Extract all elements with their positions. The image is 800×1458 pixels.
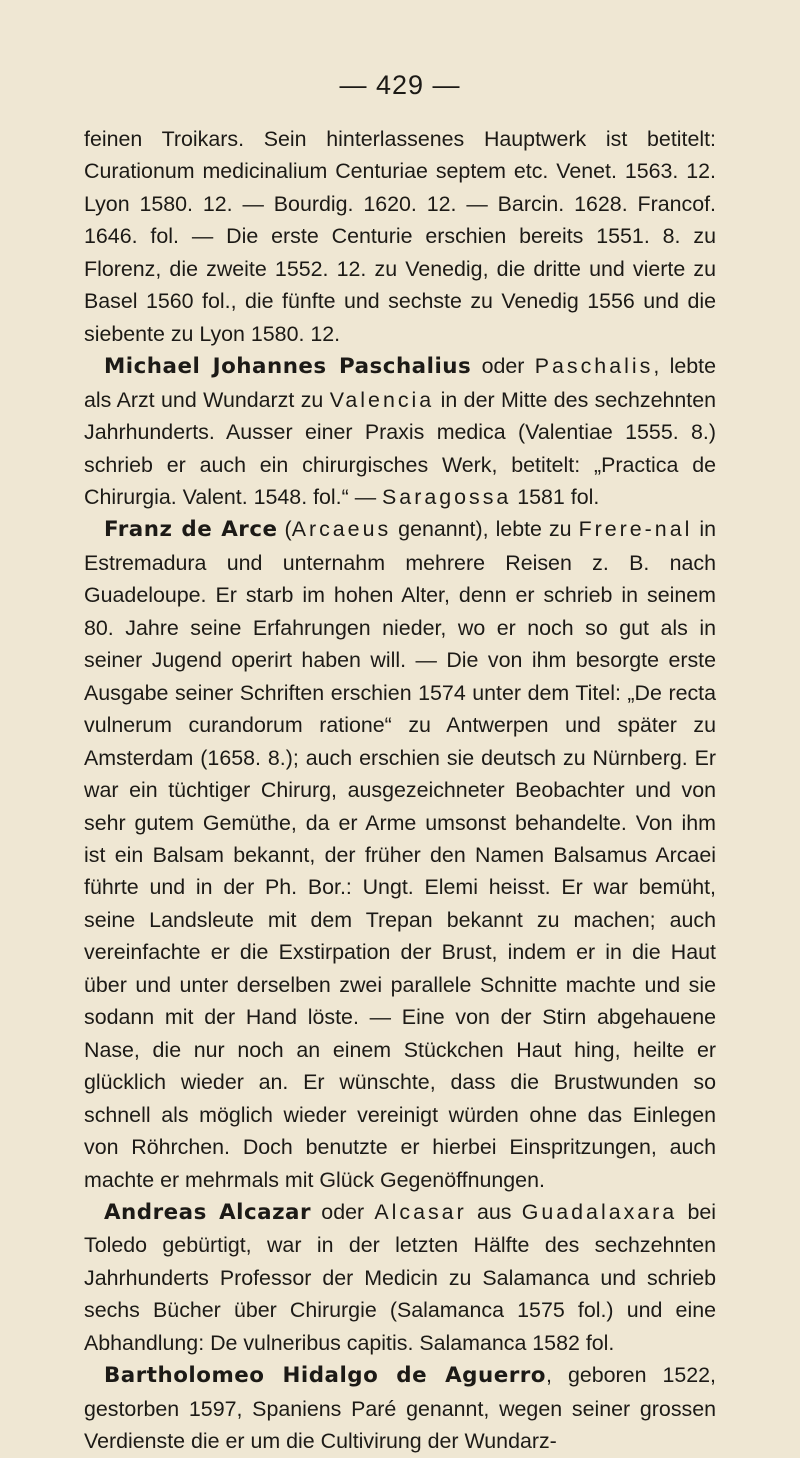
paragraph-hidalgo: [84, 1359, 716, 1457]
text-run: in der Mitte des sechzehnten Jahrhunderts. Ausser einer Praxis medica (Valentiae 1555. 8.) schrieb er auch ein chirurgisches Werk, betitelt: „Practica de Chirurgia. Valent. 1548. fol.“ —: [84, 387, 716, 509]
text-run: , geboren 1522, gestorben 1597, Spaniens Paré genannt, wegen seiner grossen Verdienste die er um die Cultivirung der Wundarz-: [84, 1363, 716, 1454]
paragraph-paschalius: [84, 350, 716, 513]
spaced-place: Saragossa: [382, 484, 512, 509]
paragraph-arce: [84, 513, 716, 1196]
text-run: oder: [471, 354, 535, 379]
text-run: (: [277, 517, 292, 542]
text-run: aus: [466, 1199, 522, 1224]
spaced-place: Frere-nal: [578, 517, 693, 542]
person-name-heading: Andreas Alcazar: [104, 1199, 312, 1225]
spaced-name: Alcasar: [374, 1199, 467, 1224]
page-number: — 429 —: [339, 70, 461, 100]
text-run: 1581 fol.: [511, 484, 600, 509]
person-name-heading: Bartholomeo Hidalgo de Aguerro: [104, 1363, 547, 1389]
paragraph-alcazar: [84, 1196, 716, 1359]
spaced-name: Paschalis: [534, 354, 654, 379]
text-run: in Estremadura und unternahm mehrere Reisen z. B. nach Guadeloupe. Er starb im hohen Alter, denn er schrieb in seinem 80. Jahre seine Erfahrungen nieder, wo er noch so gut als in seiner Jugend operirt haben will. — Die von ihm besorgte erste Ausgabe seiner Schriften erschien 1574 unter dem Titel: „De recta vulnerum curandorum ratione“ zu Antwerpen und später zu Amsterdam (1658. 8.); auch erschien sie deutsch zu Nürnberg. Er war ein tüchtiger Chirurg, ausgezeichneter Beobachter und von sehr gutem Gemüthe, da er Arme umsonst behandelte. Von ihm ist ein Balsam bekannt, der früher den Namen Balsamus Arcaei führte und in der Ph. Bor.: Ungt. Elemi heisst. Er war bemüht, seine Landsleute mit dem Trepan bekannt zu machen; auch vereinfachte er die Exstirpation der Brust, indem er in die Haut über und unter derselben zwei parallele Schnitte machte und sie sodann mit der Hand löste. — Eine von der Stirn abgehauene Nase, die nur noch an einem Stückchen Haut hing, heilte er glücklich wieder an. Er wünschte, dass die Brustwunden so schnell als möglich wieder vereinigt würden ohne das Einlegen von Röhrchen. Doch benutzte er hierbei Einspritzungen, auch machte er mehrmals mit Glück Gegenöffnungen.: [84, 517, 716, 1192]
person-name-heading: Michael Johannes Paschalius: [104, 354, 472, 380]
paragraph-paschalius-works: [84, 123, 716, 350]
text-run: oder: [311, 1199, 375, 1224]
text-run: feinen Troikars. Sein hinterlassenes Hauptwerk ist betitelt: Curationum medicinalium Centuriae septem etc. Venet. 1563. 12. Lyon 1580. 12. — Bourdig. 1620. 12. — Barcin. 1628. Francof. 1646. fol. — Die erste Centurie erschien bereits 1551. 8. zu Florenz, die zweite 1552. 12. zu Venedig, die dritte und vierte zu Basel 1560 fol., die fünfte und sechste zu Venedig 1556 und die siebente zu Lyon 1580. 12.: [84, 127, 716, 346]
spaced-name: Arcaeus: [291, 517, 392, 542]
spaced-place: Guadalaxara: [521, 1199, 678, 1224]
text-run: bei Toledo gebürtigt, war in der letzten Hälfte des sechzehnten Jahrhunderts Professor der Medicin zu Salamanca und schrieb sechs Bücher über Chirurgie (Salamanca 1575 fol.) und eine Abhandlung: De vulneribus capitis. Salamanca 1582 fol.: [84, 1199, 717, 1355]
text-run: genannt), lebte zu: [391, 517, 579, 542]
spaced-place: Valencia: [329, 387, 435, 412]
body-text: [84, 123, 716, 1458]
person-name-heading: Franz de Arce: [104, 517, 278, 543]
text-run: , lebte als Arzt und Wundarzt zu: [84, 354, 716, 412]
